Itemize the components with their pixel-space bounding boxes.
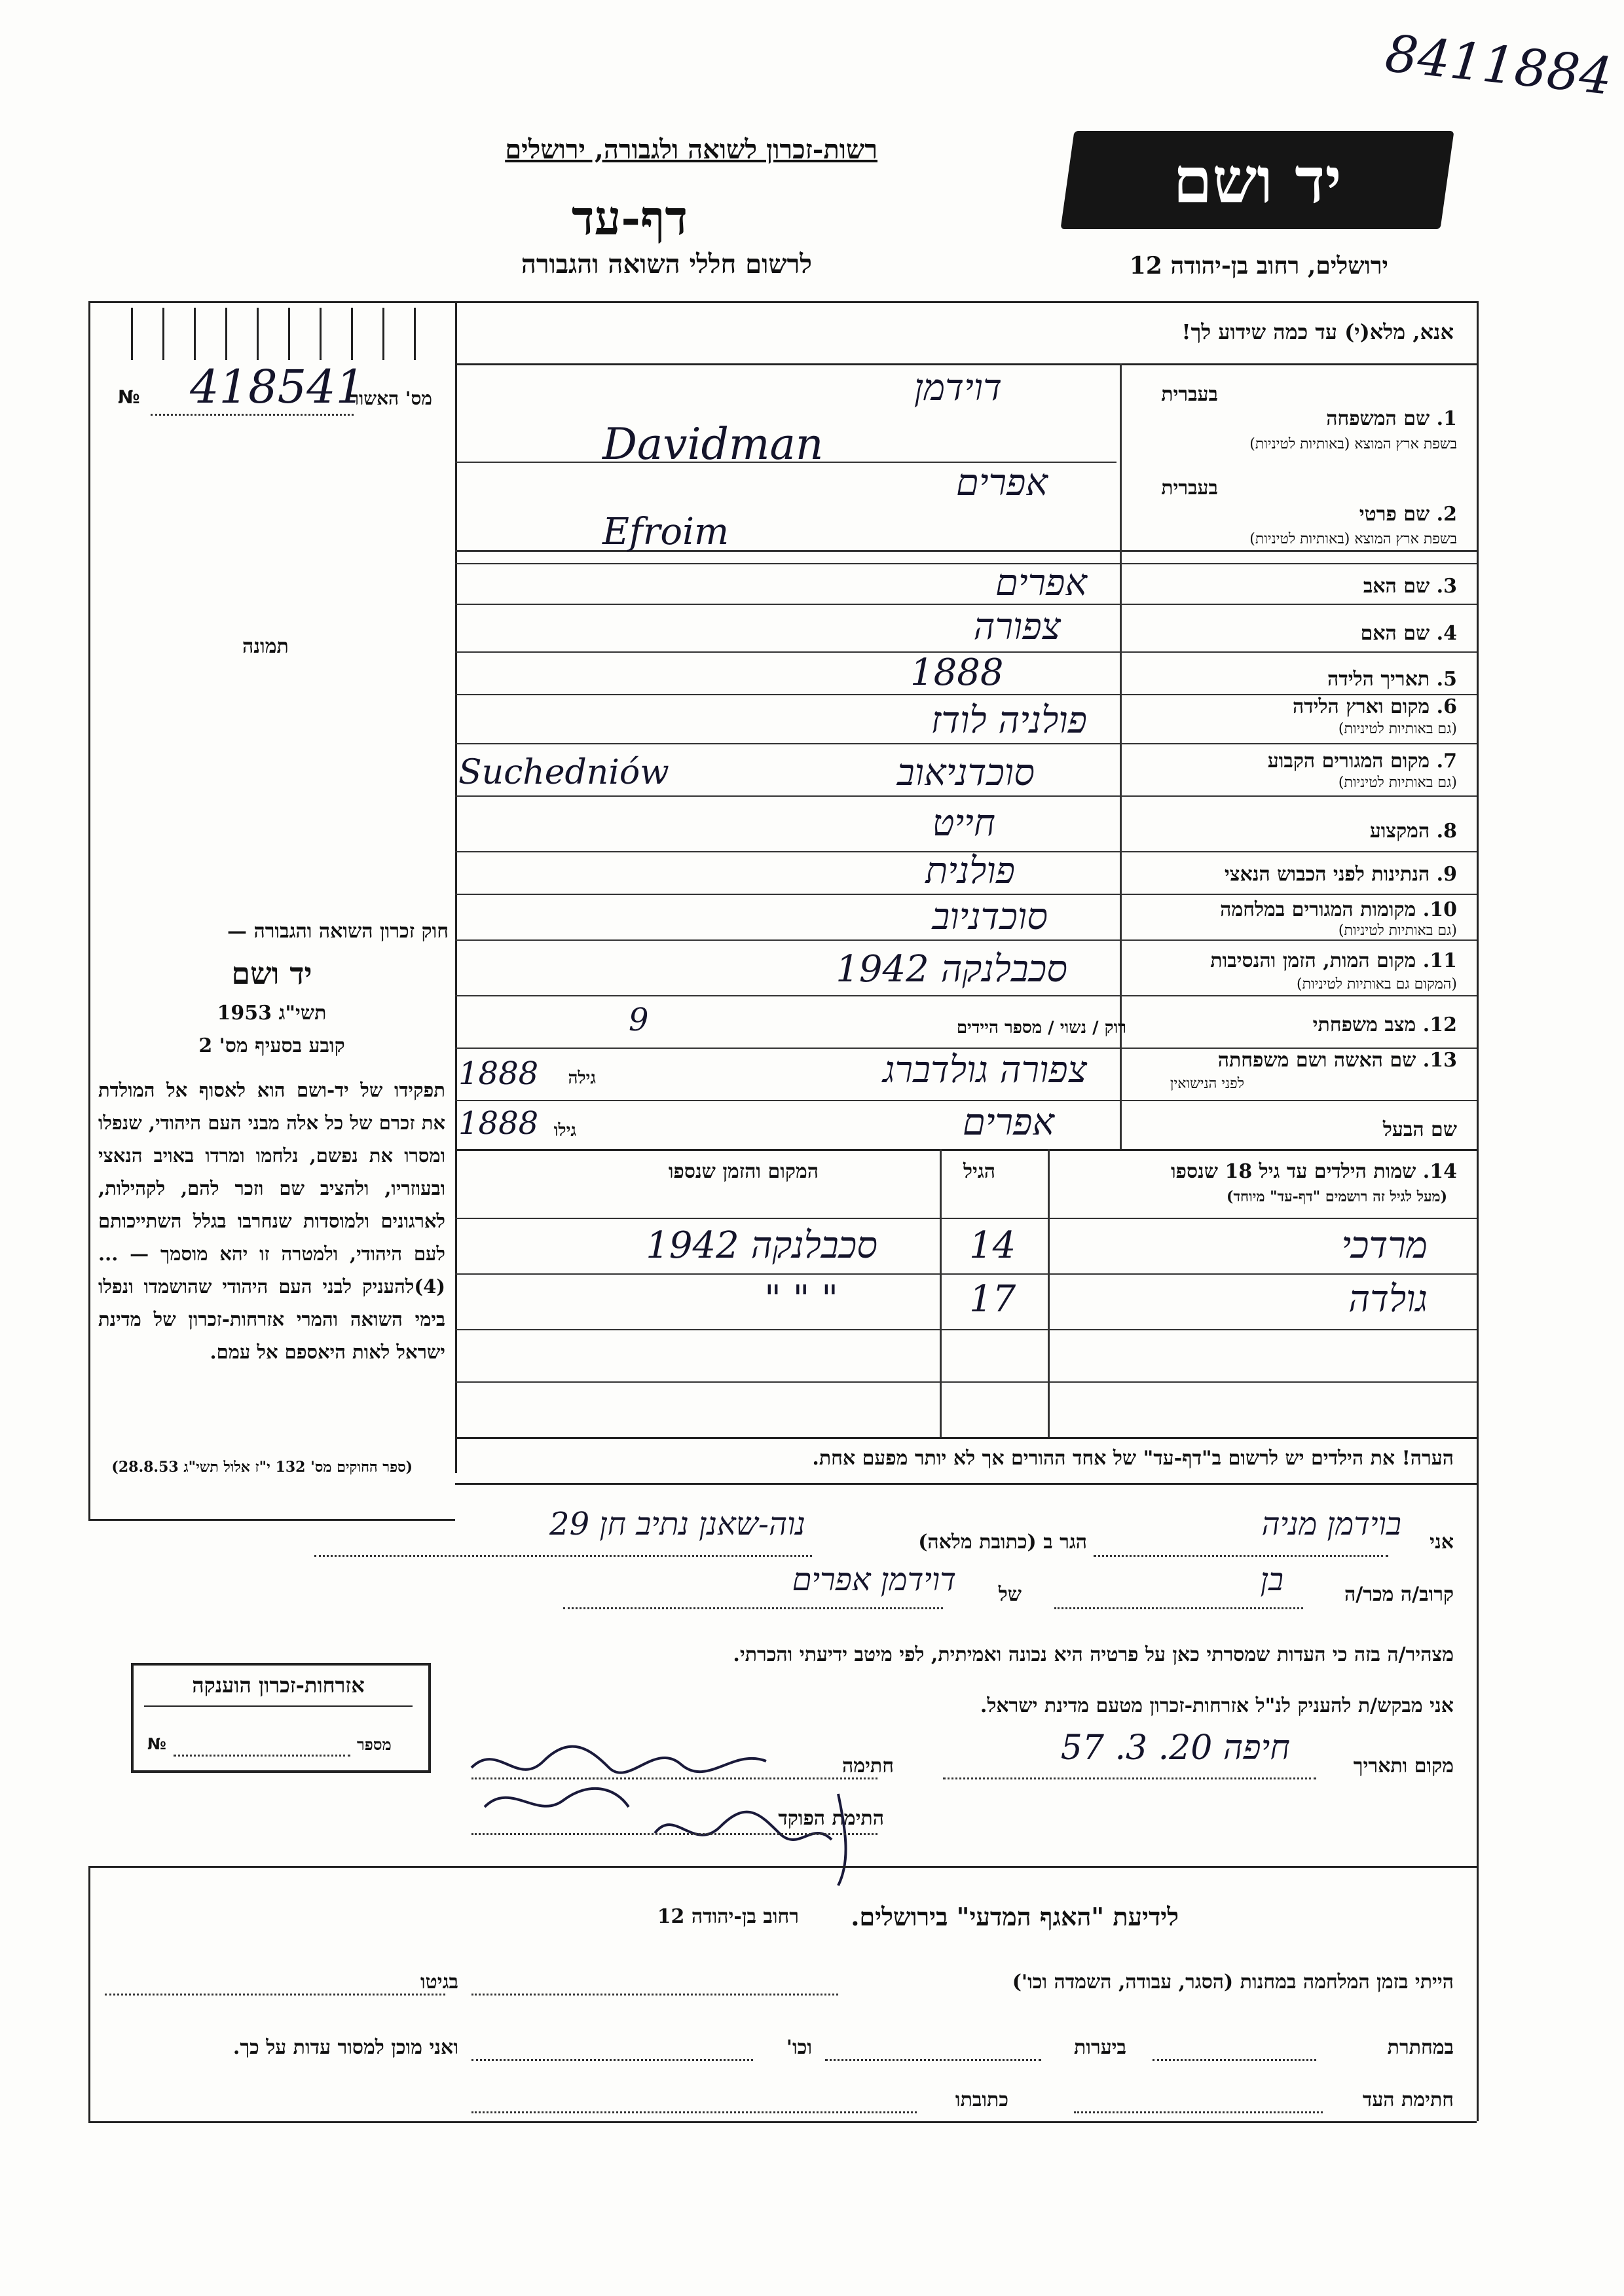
law-clause: קובע בסעיף מס' 2 [198,1034,345,1057]
decl-place-date-label: מקום ותאריך [1353,1755,1454,1777]
research-line1-label: הייתי בזמן המלחמה במחנות (הסגר, עבודה, השמדה וכו') [1012,1971,1454,1994]
law-year-hebrew: תשי"ג [278,1002,327,1025]
child-2-age[interactable]: 17 [969,1278,1016,1321]
citizenship-title: אזרחות-זכרון הוענקה [192,1673,365,1698]
field-5-label: 5. תאריך הלידה [1327,668,1457,691]
field-1-value-latin[interactable]: Davidman [602,419,824,469]
official-signature-scribble [642,1781,891,1892]
field-4-value[interactable]: צפורה [973,606,1061,648]
photo-label: תמונה [242,635,289,658]
field-11-label: 11. מקום המות, הזמן והנסיבות [1210,949,1457,972]
child-1-place[interactable]: סכבלנקה 1942 [646,1224,877,1267]
field-12-label-text: מצב משפחתי [1312,1013,1416,1036]
law-source: (ספר החוקים מס' 132 י"ז אלול תשי"ג 28.8.53) [111,1459,413,1476]
field-12-options: רוק / נשוי / מספר היידים [956,1018,1126,1038]
field-2-sublabel: בשפת ארץ המוצא (באותיות לטיניות) [1249,531,1457,547]
approval-number[interactable]: 418541 [190,360,365,414]
approval-label: מס' האשור [350,388,432,409]
law-body: תפקידו של יד-ושם הוא לאסוף אל המולדת את זכרם של כל אלה מבני העם היהודי, שנפלו ומסרו את נפשם, נלחמו ומרדו באויב הנאצי ובעוזריו, ולהציב שם וזכר להם, לקהילות, לארגונים ולמוסדות שנחרבו בגלל השתייכותם לעם היהודי, ולמטרה זו יהא מוסמך — ...(4)להעניק לבני העם היהודי שהושמדו ונפלו בימי השואה והמרי אזרחות-זכרון של מדינת ישראל לאות היאספם אל עמם. [98,1079,445,1363]
form-subtitle: לרשום חללי השואה והגבורה [521,249,812,280]
field-3-label-text: שם האב [1363,575,1430,598]
field-6-label-text: מקום וארץ הלידה [1292,695,1430,718]
decl-signature-label: חתימה [842,1755,894,1777]
decl-statement: מצהיר/ה בזה כי העדות שמסרתי כאן על פרטיה היא נכונה ואמיתית, לפי מיטב ידיעתי והכרתי. [733,1643,1454,1666]
field-2-value-latin[interactable]: Efroim [602,511,729,553]
yad-vashem-logo: יד ושם [1173,143,1342,217]
field-7-value[interactable]: סוכדניאוב [896,752,1035,794]
research-address-label: כתובתו [955,2088,1008,2111]
field-4-label-text: שם האם [1360,622,1430,645]
research-underground-label: במחתרת [1387,2036,1454,2059]
field-1-hebrew-tag: בעברית [1161,383,1218,406]
husband-label: שם הבעל [1382,1118,1457,1141]
research-ghetto-label: בגיטו [420,1971,458,1994]
field-9-value[interactable]: פולנית [925,850,1015,892]
field-2-label: 2. שם פרטי [1359,503,1457,526]
field-5-label-text: תאריך הלידה [1327,668,1430,691]
field-10-sublabel: (גם באותיות לטיניות) [1338,922,1457,939]
children-col-age: הגיל [963,1160,995,1183]
field-1-value-he[interactable]: דוידמן [913,367,1002,409]
research-ready-label: ואני מוכן למסור עדות על כך. [232,2036,458,2059]
archive-number: 8411884 [1382,24,1615,107]
field-9-label-text: הנתינות לפני הכבוש הנאצי [1224,863,1430,886]
husband-value[interactable]: אפרים [962,1101,1054,1144]
field-10-label-text: מקומות המגורים במלחמה [1220,898,1416,921]
field-2-hebrew-tag: בעברית [1161,477,1218,500]
field-5-value[interactable]: 1888 [910,651,1004,694]
husband-age[interactable]: 1888 [458,1105,539,1142]
field-10-label: 10. מקומות המגורים במלחמה [1220,898,1457,921]
field-13-sublabel: לפני הנישואין [1170,1076,1244,1092]
approval-no-mark: № [118,386,140,408]
instructions: אנא, מלא(י) עד כמה שידוע לך! [1181,319,1454,344]
field-4-label: 4. שם האם [1360,622,1457,645]
field-3-value[interactable]: אפרים [995,562,1087,604]
field-8-value[interactable]: חייט [932,802,995,845]
decl-i-value[interactable]: בוידמן מניה [1261,1506,1401,1542]
research-forests-label: ביערות [1073,2036,1126,2059]
field-12-label: 12. מצב משפחתי [1312,1013,1457,1036]
authority-title: רשות-זכרון לשואה ולגבורה, ירושלים [505,134,877,165]
decl-relation-label: קרוב/ה מכר/ה [1344,1583,1454,1606]
field-11-value[interactable]: סכבלנקה 1942 [836,948,1067,991]
field-7-value-latin[interactable]: Suchedniów [458,753,669,792]
field-6-value[interactable]: פולניה לודז [931,699,1087,742]
field-1-label: 1. שם המשפחה [1326,407,1457,430]
field-13-label: 13. שם האשה ושם משפחתה [1217,1049,1457,1072]
field-10-value[interactable]: סוכדניוב [932,896,1048,938]
field-13-age[interactable]: 1888 [458,1055,539,1092]
decl-of-label: של [998,1583,1022,1606]
field-7-label-text: מקום המגורים הקבוע [1267,750,1430,773]
research-etc-label: וכו' [786,2036,812,2059]
research-heading: לידיעת "האגף המדעי" בירושלים. [851,1902,1179,1931]
form-title: דף-עד [571,190,688,246]
decl-of-value[interactable]: דוידמן אפרים [792,1561,956,1598]
field-8-label: 8. המקצוע [1369,820,1457,843]
field-12-value[interactable]: 9 [629,1002,649,1038]
child-1-name[interactable]: מרדכי [1341,1224,1428,1267]
field-6-sublabel: (גם באותיות לטיניות) [1338,721,1457,737]
children-col-place: המקום והזמן שנספו [668,1160,819,1183]
decl-request: אני מבקש/ת להעניק לנ"ל אזרחות-זכרון מטעם מדינת ישראל. [980,1694,1454,1717]
field-7-label: 7. מקום המגורים הקבוע [1267,750,1457,773]
husband-age-label: גילו [553,1121,576,1140]
decl-place-date-value[interactable]: חיפה 20. 3. 57 [1060,1728,1290,1768]
field-13-label-text: שם האשה ושם משפחתה [1217,1049,1416,1072]
law-org: יד ושם [231,956,312,991]
research-witness-label: חתימת העד [1362,2088,1454,2111]
decl-i-label: אני [1430,1531,1454,1554]
approval-boxes [131,308,445,360]
research-address: רחוב בן-יהודה 12 [657,1905,799,1928]
field-2-label-text: שם פרטי [1359,503,1430,526]
field-1-label-text: שם המשפחה [1326,407,1430,430]
field-1-sublabel: בשפת ארץ המוצא (באותיות לטיניות) [1249,436,1457,452]
field-2-value-he[interactable]: אפרים [955,462,1048,504]
field-6-label: 6. מקום וארץ הלידה [1292,695,1457,718]
citizenship-number-label: מספר [357,1735,392,1754]
note: הערה! את הילדים יש לרשום ב"דף-עד" של אחד ההורים אך לא יותר מפעם אחת. [812,1447,1454,1470]
decl-official-label: התימת הפוקד [778,1807,884,1830]
children-heading: 14. שמות הילדים עד גיל 18 שנספו [1170,1160,1457,1183]
field-11-label-text: מקום המות, הזמן והנסיבות [1210,949,1416,972]
field-7-sublabel: (גם באותיות לטיניות) [1338,774,1457,791]
law-year: 1953 [217,1002,272,1025]
citizenship-no-mark: № [147,1735,166,1753]
children-heading-note: (מעל לגיל זה רושמים "דף-עד" מיוחד) [1227,1188,1447,1205]
field-8-label-text: המקצוע [1369,820,1430,843]
law-heading: חוק זכרון השואה והגבורה — [227,920,449,943]
child-1-age[interactable]: 14 [969,1224,1016,1267]
field-3-label: 3. שם האב [1363,575,1457,598]
law-year-block [95,1002,449,1025]
field-11-sublabel: (המקום גם באותיות לטיניות) [1297,976,1457,993]
header-address: ירושלים, רחוב בן-יהודה 12 [1129,252,1388,280]
field-13-value[interactable]: צפורה גולדברג [882,1049,1087,1091]
decl-relation-value[interactable]: בן [1260,1561,1283,1598]
child-2-place[interactable]: " " " [764,1278,838,1321]
decl-address-value[interactable]: נוה-שאנן נתיב חן 29 [549,1506,805,1542]
field-13-age-label: גילה [568,1068,596,1088]
decl-address-label: הגר ב (כתובת מלאה) [918,1531,1087,1554]
field-9-label: 9. הנתינות לפני הכבוש הנאצי [1224,863,1457,886]
child-2-name[interactable]: גולדה [1348,1278,1428,1321]
